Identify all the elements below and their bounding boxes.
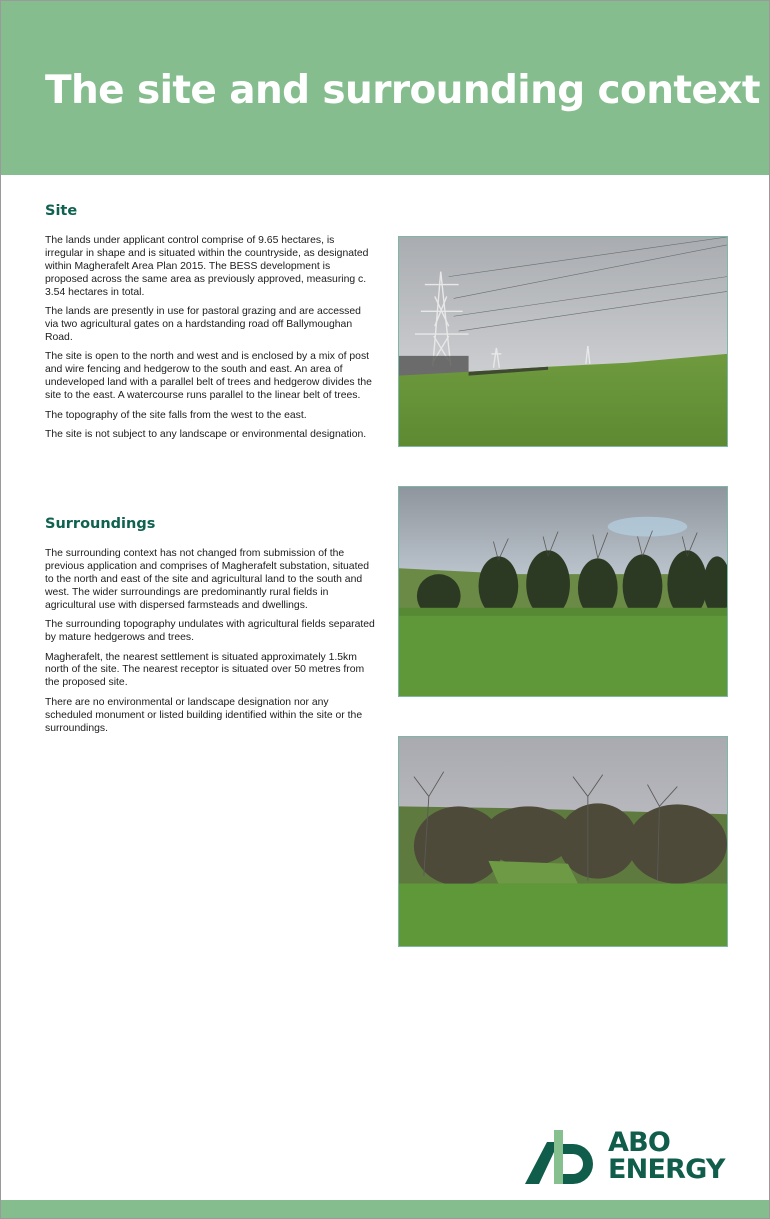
pylon-field-image (399, 237, 727, 446)
site-paragraph: The lands under applicant control comprise of 9.65 hectares, is irregular in shape and is situated within the countryside, as designated within Magherafelt Area Plan 2015. The BESS development is proposed across the same area as previously approved, measuring c. 3.54 hectares in total. (45, 235, 369, 298)
footer-bar (1, 1200, 769, 1218)
site-photo-pylons (398, 236, 728, 447)
section-heading-site: Site (45, 203, 78, 219)
page-title: The site and surrounding context (45, 68, 760, 113)
abo-logo-mark-icon (525, 1130, 597, 1186)
abo-energy-wordmark (608, 1129, 725, 1183)
abo-energy-logo (525, 1127, 745, 1188)
surroundings-paragraph: The surrounding context has not changed from submission of the previous application and comprises of Magherafelt substation, situated to the north and east of the site and agricultural land to the south and west. The wider surroundings are predominantly rural fields in agricultural use with dispersed farmsteads and dwellings. (45, 548, 370, 611)
section-heading-surroundings: Surroundings (45, 516, 156, 532)
site-paragraph: The site is not subject to any landscape or environmental designation. (45, 429, 367, 441)
logo-line-energy: ENERGY (608, 1154, 725, 1185)
site-section (45, 201, 375, 449)
site-paragraph: The site is open to the north and west and is enclosed by a mix of post and wire fencing and hedgerow to the south and east. An area of undeveloped land with a parallel belt of trees and hedgerow divides the site to the east. A watercourse runs parallel to the linear belt of trees. (45, 351, 372, 402)
surroundings-paragraph: Magherafelt, the nearest settlement is situated approximately 1.5km north of the site. The nearest receptor is situated over 50 metres from the proposed site. (45, 651, 365, 689)
site-paragraph: The lands are presently in use for pastoral grazing and are accessed via two agricultural gates on a hardstanding road off Ballymoughan Road. (45, 306, 361, 343)
site-photo-hedgerow (398, 486, 728, 697)
surroundings-section (45, 514, 375, 742)
hedgerow-image (399, 487, 727, 696)
logo-line-abo: ABO (608, 1127, 671, 1158)
valley-trees-image (399, 737, 727, 946)
surroundings-photo-valley (398, 736, 728, 947)
header-banner (1, 1, 769, 175)
site-paragraph: The topography of the site falls from the west to the east. (45, 409, 307, 421)
surroundings-paragraph: There are no environmental or landscape designation nor any scheduled monument or listed building identified within the site or the surroundings. (45, 696, 363, 734)
surroundings-paragraph: The surrounding topography undulates with agricultural fields separated by mature hedgerows and trees. (45, 619, 375, 644)
